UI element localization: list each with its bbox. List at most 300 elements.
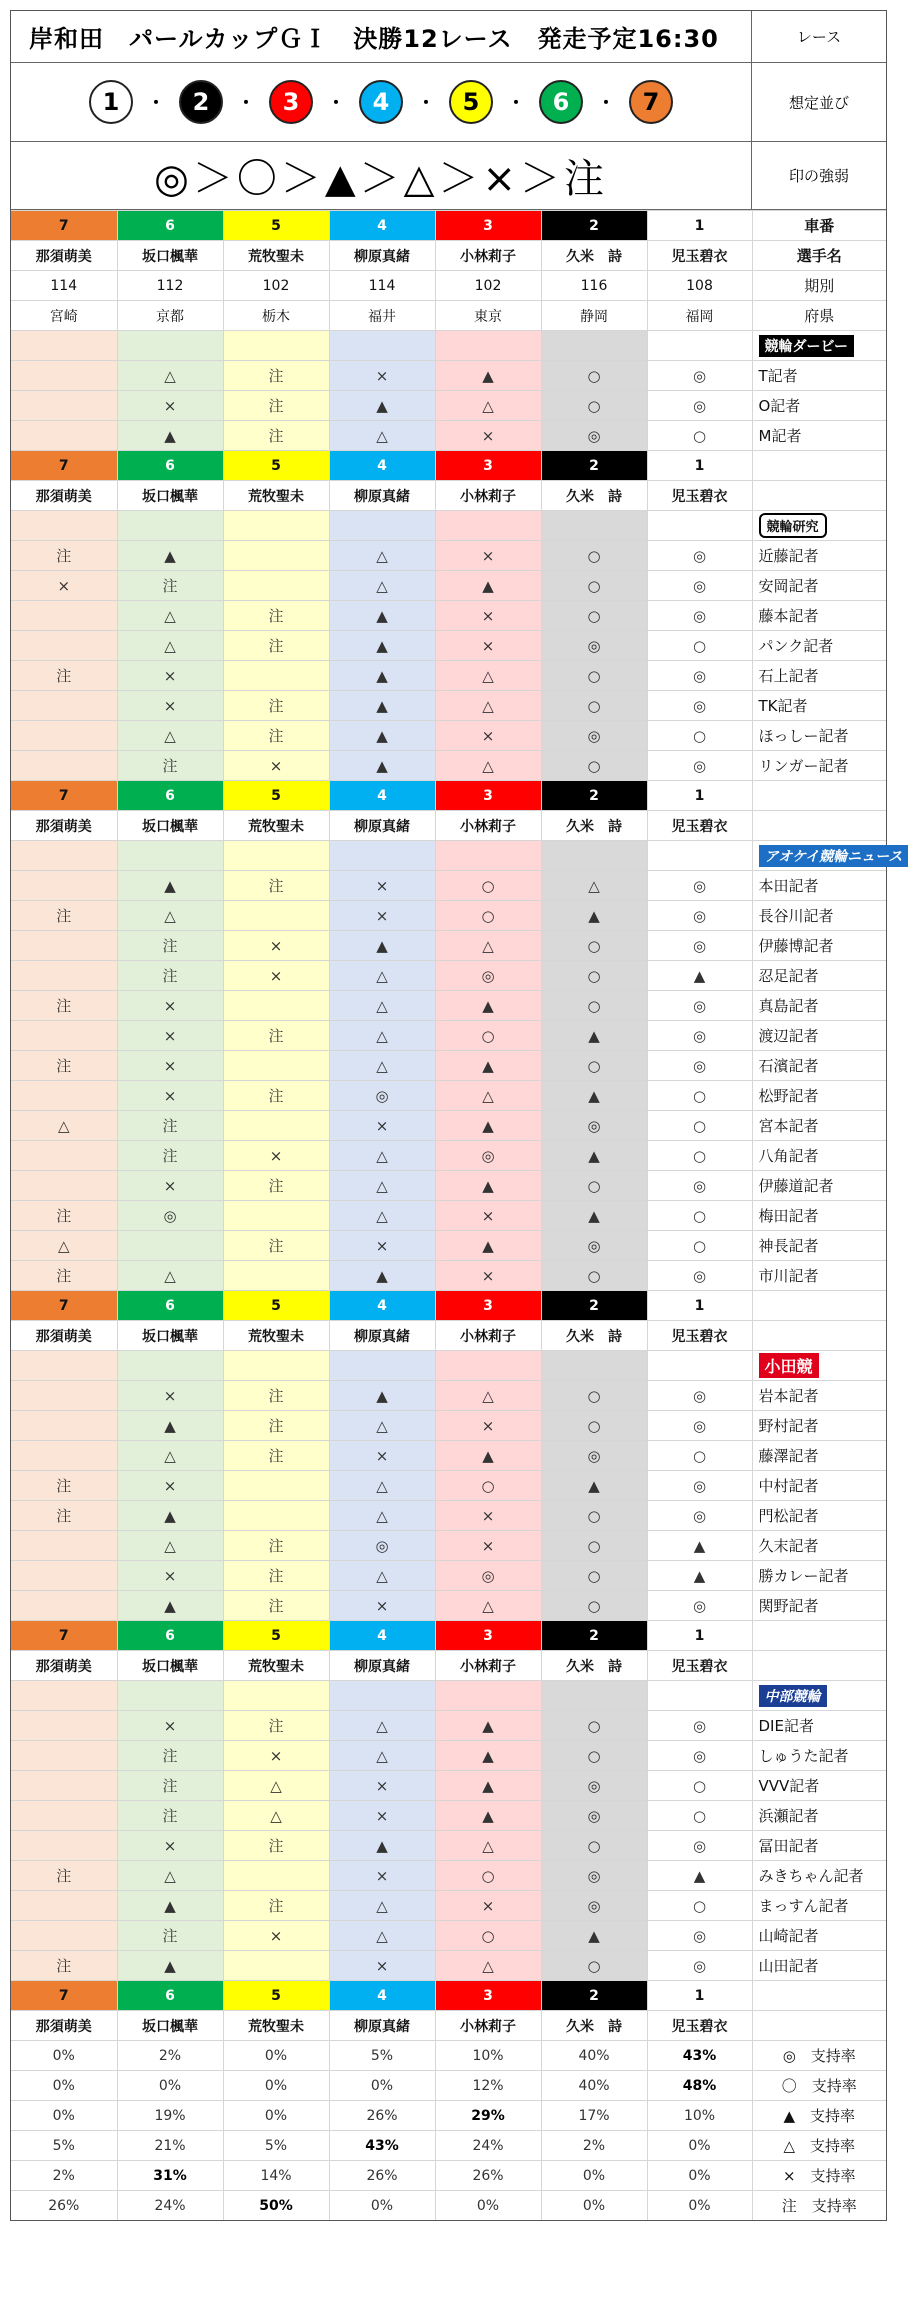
- prediction-mark: ▲: [435, 1051, 541, 1081]
- rider-name: 那須萌美: [11, 2011, 117, 2041]
- reporter-name: 石上記者: [752, 661, 886, 691]
- reporter-row: [11, 1441, 886, 1471]
- blank-cell: [329, 1351, 435, 1381]
- prediction-mark: [223, 571, 329, 601]
- row-label: 期別: [752, 271, 886, 301]
- prediction-mark: △: [329, 1411, 435, 1441]
- bike-number: 4: [329, 1981, 435, 2011]
- prediction-mark: [11, 1531, 117, 1561]
- prediction-mark: ×: [329, 1231, 435, 1261]
- prediction-mark: [11, 871, 117, 901]
- lineup-separator: ・: [237, 93, 255, 114]
- prediction-mark: ○: [541, 931, 647, 961]
- prediction-mark: [117, 1231, 223, 1261]
- prediction-mark: △: [329, 1171, 435, 1201]
- prediction-mark: ◎: [647, 931, 752, 961]
- prediction-mark: [223, 901, 329, 931]
- prediction-mark: ○: [647, 1141, 752, 1171]
- prediction-mark: ×: [329, 1441, 435, 1471]
- support-rate: 5%: [329, 2041, 435, 2071]
- bike-number: 5: [223, 1981, 329, 2011]
- prediction-mark: 注: [223, 1171, 329, 1201]
- reporter-name: 伊藤道記者: [752, 1171, 886, 1201]
- blank-cell: [11, 1351, 117, 1381]
- rider-prefecture: 福岡: [647, 301, 752, 331]
- prediction-mark: ○: [541, 961, 647, 991]
- lineup-bike-3: 3: [269, 80, 313, 124]
- prediction-mark: ○: [647, 1891, 752, 1921]
- blank-cell: [329, 511, 435, 541]
- reporter-name: 野村記者: [752, 1411, 886, 1441]
- lineup-separator: ・: [417, 93, 435, 114]
- prediction-mark: ▲: [435, 1771, 541, 1801]
- prediction-mark: ▲: [329, 391, 435, 421]
- prediction-mark: ◎: [541, 721, 647, 751]
- blank-cell: [329, 1681, 435, 1711]
- bike-number: 3: [435, 211, 541, 241]
- prediction-mark: ◎: [541, 631, 647, 661]
- prediction-mark: ▲: [647, 1561, 752, 1591]
- rider-name: 小林莉子: [435, 481, 541, 511]
- prediction-mark: 注: [223, 1831, 329, 1861]
- prediction-mark: ◎: [647, 1921, 752, 1951]
- blank-cell: [647, 1351, 752, 1381]
- prediction-mark: ◎: [647, 1261, 752, 1291]
- rider-name-row: [11, 241, 886, 271]
- prediction-mark: 注: [11, 901, 117, 931]
- publisher-cell: [752, 331, 886, 361]
- reporter-name: TK記者: [752, 691, 886, 721]
- bike-number: 3: [435, 781, 541, 811]
- lineup-row: [11, 63, 886, 142]
- reporter-row: [11, 871, 886, 901]
- prediction-mark: ○: [541, 391, 647, 421]
- prediction-table: [11, 210, 903, 2220]
- rider-name: 荒牧聖未: [223, 481, 329, 511]
- publisher-cell: [752, 1351, 886, 1381]
- reporter-row: [11, 1801, 886, 1831]
- prediction-mark: ×: [117, 1831, 223, 1861]
- prediction-mark: ○: [541, 661, 647, 691]
- prediction-mark: ▲: [329, 751, 435, 781]
- reporter-name: リンガー記者: [752, 751, 886, 781]
- prediction-mark: ▲: [117, 1891, 223, 1921]
- bike-number-row: [11, 1621, 886, 1651]
- marks-label: 印の強弱: [788, 167, 849, 185]
- support-rate: 24%: [435, 2131, 541, 2161]
- reporter-name: 関野記者: [752, 1591, 886, 1621]
- rider-prefecture: 京都: [117, 301, 223, 331]
- blank-cell: [435, 841, 541, 871]
- prediction-mark: ○: [435, 871, 541, 901]
- bike-number: 2: [541, 1981, 647, 2011]
- reporter-row: [11, 751, 886, 781]
- reporter-name: みきちゃん記者: [752, 1861, 886, 1891]
- prediction-mark: ○: [541, 1831, 647, 1861]
- reporter-row: [11, 1081, 886, 1111]
- prediction-mark: ×: [329, 901, 435, 931]
- prediction-mark: △: [117, 601, 223, 631]
- prediction-mark: △: [329, 1201, 435, 1231]
- blank-cell: [435, 1351, 541, 1381]
- prediction-mark: 注: [117, 961, 223, 991]
- prediction-mark: ▲: [329, 721, 435, 751]
- blank-cell: [647, 331, 752, 361]
- prediction-mark: ○: [541, 991, 647, 1021]
- support-row: [11, 2041, 886, 2071]
- reporter-name: 忍足記者: [752, 961, 886, 991]
- prediction-mark: ○: [435, 1021, 541, 1051]
- prediction-mark: [11, 1711, 117, 1741]
- prediction-mark: ×: [117, 691, 223, 721]
- prediction-mark: ×: [435, 1261, 541, 1291]
- prediction-mark: [223, 991, 329, 1021]
- reporter-row: [11, 1141, 886, 1171]
- prediction-mark: [223, 1951, 329, 1981]
- rider-name: 那須萌美: [11, 1651, 117, 1681]
- blank-cell: [223, 1351, 329, 1381]
- bike-number: 7: [11, 1981, 117, 2011]
- prediction-mark: ×: [435, 421, 541, 451]
- publisher-cell: [752, 1681, 886, 1711]
- reporter-row: [11, 1381, 886, 1411]
- reporter-row: [11, 1051, 886, 1081]
- prediction-mark: ▲: [435, 1711, 541, 1741]
- prediction-mark: ×: [117, 1021, 223, 1051]
- rider-name: 荒牧聖未: [223, 1321, 329, 1351]
- rider-name: 柳原真緒: [329, 2011, 435, 2041]
- support-rate: 0%: [647, 2161, 752, 2191]
- reporter-row: [11, 1531, 886, 1561]
- prediction-mark: ◎: [647, 1381, 752, 1411]
- prediction-mark: △: [329, 961, 435, 991]
- reporter-row: [11, 1261, 886, 1291]
- prediction-mark: ○: [541, 1741, 647, 1771]
- bike-number: 6: [117, 781, 223, 811]
- prediction-mark: ◎: [647, 1471, 752, 1501]
- support-rate: 0%: [223, 2071, 329, 2101]
- prediction-mark: ◎: [647, 1591, 752, 1621]
- row-label: [752, 481, 886, 511]
- rider-name: 柳原真緒: [329, 241, 435, 271]
- prediction-sheet: [10, 10, 903, 2221]
- rider-prefecture: 東京: [435, 301, 541, 331]
- support-rate: 2%: [117, 2041, 223, 2071]
- prediction-mark: ○: [541, 1561, 647, 1591]
- row-label: [752, 1621, 886, 1651]
- prediction-mark: [223, 1471, 329, 1501]
- prediction-mark: 注: [11, 1051, 117, 1081]
- rider-period: 116: [541, 271, 647, 301]
- bike-number: 2: [541, 451, 647, 481]
- prediction-mark: ○: [541, 1951, 647, 1981]
- prediction-mark: ▲: [329, 1831, 435, 1861]
- reporter-name: 藤澤記者: [752, 1441, 886, 1471]
- bike-number: 6: [117, 1981, 223, 2011]
- prediction-mark: 注: [223, 631, 329, 661]
- prediction-mark: ×: [117, 1171, 223, 1201]
- support-rate: 0%: [117, 2071, 223, 2101]
- support-label: ▲ 支持率: [752, 2101, 886, 2131]
- lineup-separator: ・: [507, 93, 525, 114]
- bike-number: 7: [11, 781, 117, 811]
- support-rate: 12%: [435, 2071, 541, 2101]
- reporter-row: [11, 601, 886, 631]
- reporter-row: [11, 1501, 886, 1531]
- support-rate: 0%: [541, 2161, 647, 2191]
- reporter-name: 久末記者: [752, 1531, 886, 1561]
- blank-cell: [329, 331, 435, 361]
- support-rate: 2%: [541, 2131, 647, 2161]
- prediction-mark: ▲: [647, 961, 752, 991]
- prediction-mark: 注: [11, 661, 117, 691]
- prediction-mark: ◎: [541, 1111, 647, 1141]
- prediction-mark: ○: [435, 1921, 541, 1951]
- prediction-mark: ×: [117, 391, 223, 421]
- prediction-mark: 注: [223, 361, 329, 391]
- blank-cell: [435, 1681, 541, 1711]
- prediction-mark: 注: [223, 1411, 329, 1441]
- prediction-mark: ×: [329, 1801, 435, 1831]
- prediction-mark: △: [117, 901, 223, 931]
- support-rate: 24%: [117, 2191, 223, 2221]
- support-rate: 0%: [329, 2191, 435, 2221]
- prediction-mark: [11, 1741, 117, 1771]
- rider-name-row: [11, 2011, 886, 2041]
- prediction-mark: ◎: [647, 991, 752, 1021]
- prediction-mark: ▲: [117, 1591, 223, 1621]
- prediction-mark: ◎: [541, 1801, 647, 1831]
- prediction-mark: 注: [11, 991, 117, 1021]
- prediction-mark: 注: [11, 1201, 117, 1231]
- publisher-logo: 競輪研究: [759, 513, 827, 538]
- prediction-mark: [11, 721, 117, 751]
- rider-name: 久米 詩: [541, 1321, 647, 1351]
- prediction-mark: ▲: [117, 1501, 223, 1531]
- support-rate: 0%: [647, 2191, 752, 2221]
- prediction-mark: ○: [647, 721, 752, 751]
- reporter-row: [11, 991, 886, 1021]
- bike-number: 6: [117, 1291, 223, 1321]
- prediction-mark: ◎: [329, 1081, 435, 1111]
- support-rate: 26%: [435, 2161, 541, 2191]
- reporter-row: [11, 1951, 886, 1981]
- reporter-name: 門松記者: [752, 1501, 886, 1531]
- prediction-mark: ◎: [541, 1231, 647, 1261]
- reporter-row: [11, 361, 886, 391]
- row-label: [752, 1651, 886, 1681]
- publisher-logo: 中部競輪: [759, 1685, 827, 1707]
- prediction-mark: ○: [541, 1411, 647, 1441]
- prediction-mark: [11, 601, 117, 631]
- rider-name: 柳原真緒: [329, 1321, 435, 1351]
- reporter-name: 中村記者: [752, 1471, 886, 1501]
- rider-name-row: [11, 481, 886, 511]
- reporter-name: パンク記者: [752, 631, 886, 661]
- prediction-mark: △: [329, 1021, 435, 1051]
- prediction-mark: ◎: [647, 1501, 752, 1531]
- prediction-mark: ◎: [647, 1171, 752, 1201]
- prediction-mark: △: [435, 661, 541, 691]
- bike-number: 1: [647, 1981, 752, 2011]
- support-rate: 50%: [223, 2191, 329, 2221]
- prediction-mark: △: [329, 1921, 435, 1951]
- prediction-mark: ◎: [117, 1201, 223, 1231]
- support-row: [11, 2161, 886, 2191]
- prediction-mark: ×: [329, 1591, 435, 1621]
- prediction-mark: 注: [223, 1531, 329, 1561]
- prediction-mark: ○: [541, 571, 647, 601]
- bike-number: 2: [541, 781, 647, 811]
- row-label: [752, 781, 886, 811]
- prediction-mark: △: [435, 1591, 541, 1621]
- bike-number: 1: [647, 211, 752, 241]
- prediction-mark: 注: [117, 1111, 223, 1141]
- reporter-row: [11, 661, 886, 691]
- prediction-mark: ○: [541, 691, 647, 721]
- rider-name: 久米 詩: [541, 1651, 647, 1681]
- prediction-mark: ○: [541, 361, 647, 391]
- row-label: 選手名: [752, 241, 886, 271]
- blank-cell: [541, 1351, 647, 1381]
- prediction-mark: ◎: [541, 1441, 647, 1471]
- prediction-mark: ◎: [647, 901, 752, 931]
- race-title: 岸和田 パールカップＧＩ 決勝12レース 発走予定16:30: [11, 11, 752, 62]
- prediction-mark: ×: [329, 1861, 435, 1891]
- prediction-mark: △: [329, 1891, 435, 1921]
- lineup: [11, 63, 752, 141]
- prediction-mark: ×: [435, 1201, 541, 1231]
- reporter-name: 宮本記者: [752, 1111, 886, 1141]
- blank-cell: [647, 511, 752, 541]
- rider-name: 柳原真緒: [329, 811, 435, 841]
- support-rate: 48%: [647, 2071, 752, 2101]
- blank-cell: [117, 511, 223, 541]
- rider-name: 児玉碧衣: [647, 481, 752, 511]
- prediction-mark: 注: [11, 1471, 117, 1501]
- reporter-name: 山田記者: [752, 1951, 886, 1981]
- marks-strength: ◎＞〇＞▲＞△＞×＞注: [11, 142, 752, 209]
- bike-number: 1: [647, 1621, 752, 1651]
- prediction-mark: ○: [435, 1861, 541, 1891]
- bike-number: 7: [11, 1291, 117, 1321]
- publisher-cell: [752, 511, 886, 541]
- support-row: [11, 2191, 886, 2221]
- prediction-mark: ○: [541, 1531, 647, 1561]
- prediction-mark: ×: [435, 631, 541, 661]
- support-rate: 29%: [435, 2101, 541, 2131]
- prediction-mark: △: [435, 1081, 541, 1111]
- prediction-mark: △: [541, 871, 647, 901]
- prediction-mark: ▲: [541, 1201, 647, 1231]
- reporter-name: 松野記者: [752, 1081, 886, 1111]
- reporter-row: [11, 1411, 886, 1441]
- publisher-cell: [752, 841, 903, 871]
- prediction-mark: ○: [647, 421, 752, 451]
- prediction-mark: △: [435, 751, 541, 781]
- prediction-mark: ×: [435, 601, 541, 631]
- prediction-mark: 注: [223, 1021, 329, 1051]
- prediction-mark: △: [117, 1531, 223, 1561]
- prediction-mark: 注: [11, 1951, 117, 1981]
- prediction-mark: [223, 1861, 329, 1891]
- bike-number: 5: [223, 781, 329, 811]
- prediction-mark: △: [223, 1771, 329, 1801]
- bike-number: 1: [647, 781, 752, 811]
- support-label: ◎ 支持率: [752, 2041, 886, 2071]
- prediction-mark: ▲: [117, 1411, 223, 1441]
- prediction-mark: ○: [647, 1081, 752, 1111]
- prediction-mark: [11, 1141, 117, 1171]
- prediction-mark: ○: [541, 1591, 647, 1621]
- prediction-mark: 注: [117, 1801, 223, 1831]
- prediction-mark: 注: [11, 541, 117, 571]
- prediction-mark: ×: [329, 1951, 435, 1981]
- reporter-row: [11, 391, 886, 421]
- prediction-mark: [223, 1111, 329, 1141]
- race-label: レース: [796, 28, 842, 46]
- rider-name: 荒牧聖未: [223, 241, 329, 271]
- support-rate: 0%: [329, 2071, 435, 2101]
- prediction-mark: △: [11, 1231, 117, 1261]
- rider-name: 児玉碧衣: [647, 2011, 752, 2041]
- prefecture-row: [11, 301, 886, 331]
- rider-name: 坂口楓華: [117, 2011, 223, 2041]
- bike-number: 6: [117, 451, 223, 481]
- bike-number: 4: [329, 781, 435, 811]
- support-row: [11, 2131, 886, 2161]
- rider-name: 荒牧聖未: [223, 2011, 329, 2041]
- support-rate: 40%: [541, 2071, 647, 2101]
- reporter-name: 近藤記者: [752, 541, 886, 571]
- prediction-mark: 注: [11, 1261, 117, 1291]
- rider-name: 坂口楓華: [117, 481, 223, 511]
- support-rate: 19%: [117, 2101, 223, 2131]
- prediction-mark: ×: [117, 1081, 223, 1111]
- reporter-name: ほっしー記者: [752, 721, 886, 751]
- prediction-mark: ×: [329, 361, 435, 391]
- prediction-mark: ○: [541, 751, 647, 781]
- support-rate: 14%: [223, 2161, 329, 2191]
- prediction-mark: ×: [117, 1471, 223, 1501]
- lineup-bike-1: 1: [89, 80, 133, 124]
- prediction-mark: 注: [223, 391, 329, 421]
- prediction-mark: ×: [117, 991, 223, 1021]
- reporter-row: [11, 541, 886, 571]
- support-label: × 支持率: [752, 2161, 886, 2191]
- rider-name: 坂口楓華: [117, 241, 223, 271]
- prediction-mark: [11, 691, 117, 721]
- prediction-mark: △: [329, 1711, 435, 1741]
- prediction-mark: △: [329, 541, 435, 571]
- prediction-mark: ○: [647, 1441, 752, 1471]
- prediction-mark: △: [117, 1861, 223, 1891]
- prediction-mark: ◎: [435, 1141, 541, 1171]
- prediction-mark: 注: [117, 1921, 223, 1951]
- prediction-mark: ◎: [541, 1891, 647, 1921]
- prediction-mark: ×: [223, 1921, 329, 1951]
- prediction-mark: △: [223, 1801, 329, 1831]
- prediction-mark: [11, 1171, 117, 1201]
- prediction-mark: ×: [117, 1711, 223, 1741]
- reporter-row: [11, 1921, 886, 1951]
- reporter-name: 伊藤博記者: [752, 931, 886, 961]
- prediction-mark: 注: [223, 1381, 329, 1411]
- reporter-name: しゅうた記者: [752, 1741, 886, 1771]
- rider-name: 荒牧聖未: [223, 811, 329, 841]
- prediction-mark: △: [329, 1141, 435, 1171]
- prediction-mark: ▲: [541, 901, 647, 931]
